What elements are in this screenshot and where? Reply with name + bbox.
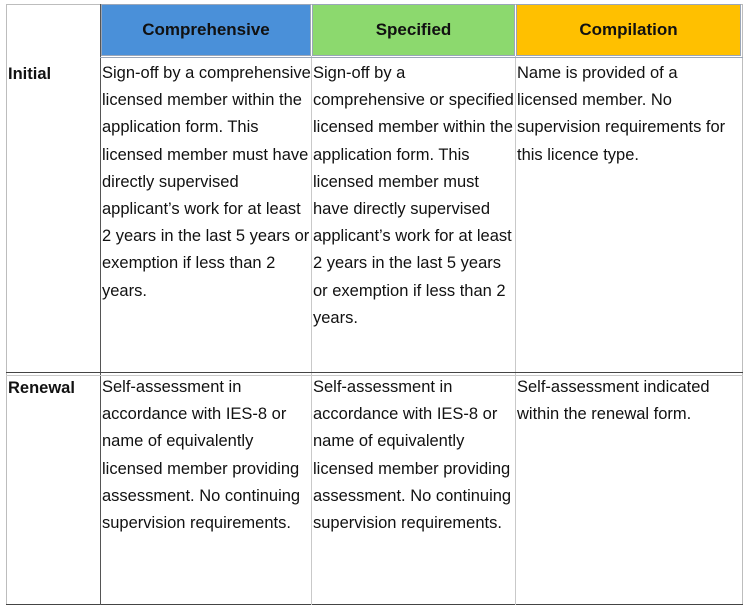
column-header-specified: Specified bbox=[312, 4, 515, 56]
cell-initial-specified: Sign-off by a comprehensive or specified licensed member within the application form. This licensed member must have directly supervised applicant’s work for at least 2 years in the last 5 years or exemption if less than 2 years. bbox=[313, 64, 514, 327]
cell-renewal-specified: Self-assessment in accordance with IES-8 or name of equivalently licensed member providing assessment. No continuing supervision requirements. bbox=[313, 378, 512, 533]
row-label-renewal: Renewal bbox=[8, 379, 75, 397]
cell-renewal-compilation: Self-assessment indicated within the renewal form. bbox=[517, 378, 710, 424]
cell-initial-comprehensive: Sign-off by a comprehensive licensed member within the application form. This licensed member must have directly supervised applicant’s work for at least 2 years in the last 5 years or exemption if less than 2 years. bbox=[102, 64, 311, 300]
table-border-left bbox=[6, 4, 7, 605]
column-header-compilation: Compilation bbox=[516, 4, 741, 56]
column-header-comprehensive: Comprehensive bbox=[101, 4, 311, 56]
table-border-bottom bbox=[6, 604, 743, 605]
table-border-right bbox=[742, 4, 743, 605]
cell-renewal-comprehensive: Self-assessment in accordance with IES-8 or name of equivalently licensed member providing assessment. No continuing supervision requirements. bbox=[102, 378, 301, 533]
row-label-initial: Initial bbox=[8, 65, 52, 83]
cell-initial-compilation: Name is provided of a licensed member. No supervision requirements for this licence type. bbox=[517, 64, 726, 164]
